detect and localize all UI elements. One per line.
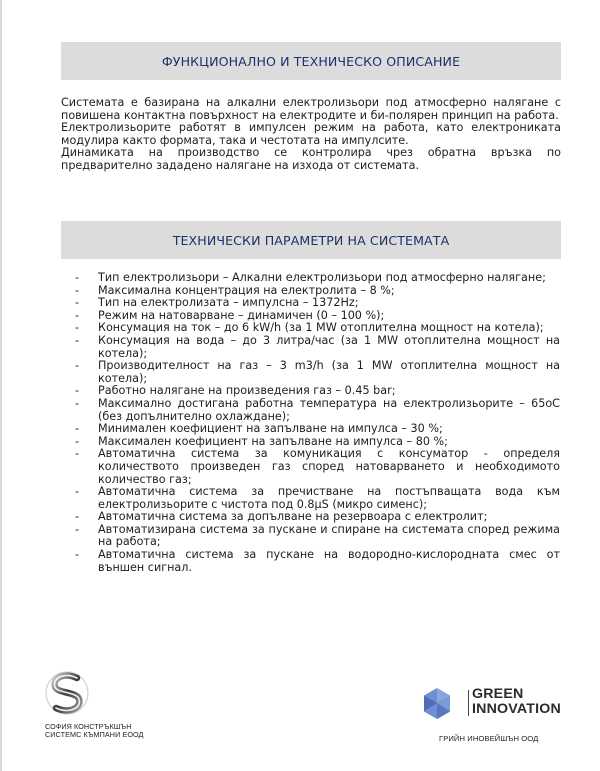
description-paragraph: Електролизьорите работят в импулсен режим на работа, като електрониката модулира както формата, така и честотата на импулсите. [61, 121, 561, 147]
brand-name [472, 687, 561, 716]
list-item [75, 448, 560, 486]
description-paragraph: Системата е базирана на алкални електролизьори под атмосферно налягане с повишена контактна повърхност на електродите и би-полярен принцип на работа. [61, 96, 561, 122]
description-text [61, 97, 561, 173]
bullet-dash: - [75, 308, 80, 322]
bullet-dash: - [75, 271, 80, 284]
brand-line: GREEN [472, 686, 524, 702]
s-circle-logo-icon [42, 668, 92, 718]
list-item [75, 524, 560, 549]
list-item-text: Режим на натоварване – динамичен (0 – 100 %); [98, 308, 385, 322]
bullet-dash: - [75, 384, 80, 398]
parameters-list [75, 272, 560, 574]
green-innovation-logo [418, 684, 588, 754]
list-item-text: Тип на електролизата – импулсна – 1372Hz; [98, 296, 359, 310]
list-item-text: Максимален коефициент на запълване на импулса – 80 %; [98, 434, 448, 448]
logo-divider [468, 690, 469, 716]
bullet-dash: - [75, 321, 80, 335]
list-item-text: Автоматична система за пускане на водородно-кислородната смес от външен сигнал. [98, 548, 560, 574]
list-item-text: Автоматична система за допълване на резервоара с електролит; [98, 510, 488, 524]
brand-line: INNOVATION [472, 700, 561, 717]
bullet-dash: - [75, 434, 80, 448]
company-line: СИСТЕМС КЪМПАНИ ЕООД [45, 730, 144, 740]
section-header-parameters [61, 221, 561, 259]
bullet-dash: - [75, 522, 80, 536]
company-line: СОФИЯ КОНСТРЪКШЪН [45, 722, 132, 731]
bullet-dash: - [75, 485, 80, 499]
list-item-text: Автоматична система за комуникация с консуматор - определя количеството произведен газ според натоварването и необходимото количество газ; [98, 447, 560, 486]
list-item-text: Производителност на газ – 3 m3/h (за 1 MW отоплителна мощност на котела); [98, 359, 560, 385]
list-item [75, 549, 560, 574]
bullet-dash: - [75, 548, 80, 562]
bullet-dash: - [75, 333, 80, 347]
company-name-left [45, 723, 144, 740]
list-item-text: Максимална концентрация на електролита – 8 %; [98, 283, 395, 297]
description-paragraph: Динамиката на производство се контролира чрез обратна връзка по предварително зададено налягане на изхода от системата. [61, 146, 561, 172]
list-item-text: Автоматична система за пречистване на постъпващата вода към електролизьорите с чистота под 0.8μS (микро сименс); [98, 485, 560, 511]
bullet-dash: - [75, 283, 80, 297]
section-title: ФУНКЦИОНАЛНО И ТЕХНИЧЕСКО ОПИСАНИЕ [161, 53, 461, 69]
list-item [75, 335, 560, 360]
list-item [75, 398, 560, 423]
list-item [75, 360, 560, 385]
list-item-text: Консумация на ток – до 6 kW/h (за 1 MW отоплителна мощност на котела); [98, 321, 544, 335]
page-left-edge [0, 0, 2, 771]
bullet-dash: - [75, 359, 80, 373]
company-name-right: ГРИЙН ИНОВЕЙШЪН ООД [439, 734, 539, 743]
bullet-dash: - [75, 296, 80, 310]
blue-hexagon-logo-icon [422, 687, 452, 720]
list-item-text: Тип електролизьори – Алкални електролизьори под атмосферно налягане; [98, 271, 546, 284]
section-header-description [61, 42, 561, 80]
list-item [75, 486, 560, 511]
list-item-text: Работно налягане на произведения газ – 0.45 bar; [98, 384, 396, 398]
section-title: ТЕХНИЧЕСКИ ПАРАМЕТРИ НА СИСТЕМАТА [172, 232, 450, 248]
list-item-text: Максимално достигана работна температура на електролизьорите – 65оС (без допълнително охлаждане); [98, 396, 560, 423]
list-item-text: Консумация на вода – до 3 литра/час (за 1 MW отоплителна мощност на котела); [98, 333, 560, 360]
bullet-dash: - [75, 510, 80, 524]
bullet-dash: - [75, 396, 80, 410]
sofia-construction-logo [30, 668, 210, 748]
list-item-text: Автоматизирана система за пускане и спиране на системата според режима на работа; [98, 522, 560, 549]
bullet-dash: - [75, 422, 80, 436]
list-item-text: Минимален коефициент на запълване на импулса – 30 %; [98, 422, 443, 436]
bullet-dash: - [75, 447, 80, 461]
